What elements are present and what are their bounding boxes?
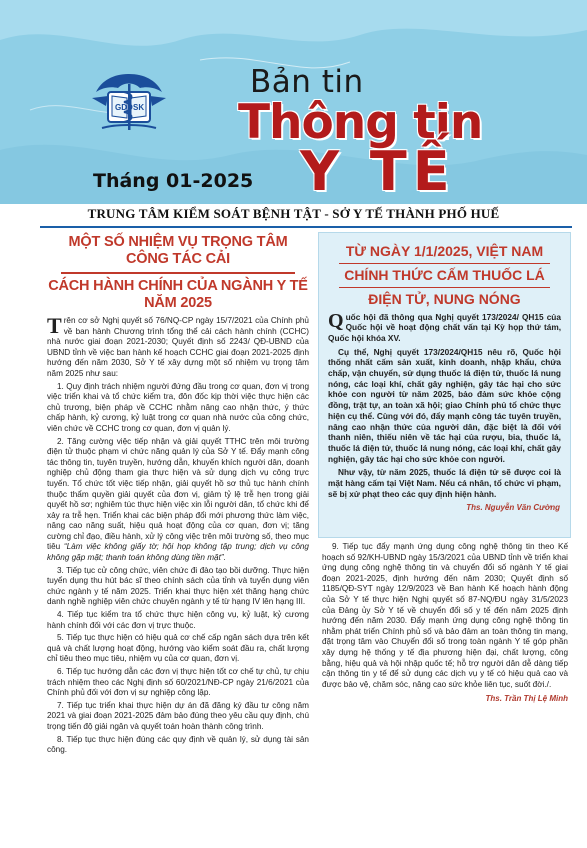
- title-divider: [339, 287, 550, 289]
- paragraph: Như vậy, từ năm 2025, thuốc lá điện tử sẽ được coi là mặt hàng cấm tại Việt Nam. Nếu cá nhân, tổ chức vi phạm, sẽ bị xử phạt theo các quy định hiện hành.: [328, 467, 561, 499]
- italic-quote: “Làm việc không giấy tờ; hội họp không tập trung; dịch vụ công không gặp mặt; thanh toán không dùng tiền mặt”.: [47, 542, 309, 563]
- article-right-title-line1: TỪ NGÀY 1/1/2025, VIỆT NAM: [345, 243, 544, 259]
- paragraph: [47, 437, 309, 564]
- article-right-body: [328, 309, 561, 500]
- drop-cap: Q: [328, 309, 344, 332]
- article-left: [47, 234, 309, 758]
- paragraph: 1. Quy định trách nhiệm người đứng đầu trong cơ quan, đơn vị trong việc triển khai và tổ chức kiểm tra, đôn đốc kịp thời việc thực hiện các chủ trương, biện pháp về CCHC nhằm nâng cao nhận thức, ý thức chấp hành, kỷ cương, kỷ luật trong cơ quan nhà nước của công chức, viên chức về CCHC trong cơ quan, đơn vị quản lý.: [47, 381, 309, 433]
- paragraph: 8. Tiếp tục thực hiện đúng các quy định về quản lý, sử dụng tài sản công.: [47, 734, 309, 755]
- article-left-title: [47, 234, 309, 312]
- title-divider: [61, 272, 295, 274]
- paragraph-text: rên cơ sở Nghị quyết số 76/NQ-CP ngày 15/7/2021 của Chính phủ về ban hành Chương trình tổng thể cải cách hành chính (CCHC) nhà nước giai đoạn 2021-2030; Quyết định số 2243/ QĐ-UBND của UBND tỉnh về việc ban hành kế hoạch CCHC giai đoạn 2021-2025 định hướng đến năm 2030, Sở Y tế xây dựng một số nhiệm vụ trọng tâm năm 2025 như sau:: [47, 316, 309, 378]
- paragraph: 7. Tiếp tục triển khai thực hiện dự án đã đăng ký đầu tư công năm 2021 và giai đoạn 2021-2025 đảm bảo đúng theo yêu cầu quy định, chú trọng tiến độ giải ngân và quyết toán hoàn thành công trình.: [47, 700, 309, 731]
- article-right-title: [327, 243, 562, 308]
- paragraph: 4. Tiếp tục kiểm tra tổ chức thực hiện công vụ, kỷ luật, kỷ cương hành chính đối với các đơn vị trực thuộc.: [47, 610, 309, 630]
- author-signature: Ths. Nguyễn Văn Cường: [466, 503, 560, 513]
- svg-text:GD: GD: [115, 103, 127, 112]
- paragraph: 5. Tiếp tục thực hiện có hiệu quả cơ chế cấp ngân sách dựa trên kết quả và chất lượng hoạt động, hướng vào kiểm soát đầu ra, chất lượng chỉ tiêu theo mục tiêu, nhiệm vụ của cơ quan, đơn vị.: [47, 633, 309, 664]
- issue-month: Tháng 01-2025: [93, 170, 254, 192]
- paragraph: 9. Tiếp tục đẩy mạnh ứng dụng công nghệ thông tin theo Kế hoạch số 92/KH-UBND ngày 15/3/2021 của UBND tỉnh về triển khai ứng dụng công nghệ thông tin và chuyển đổi số ngành Y tế giai đoạn 2021-2025, định hướng đến năm 2030; Quyết định số 1185/QĐ-SYT ngày 12/9/2023 về Ban hành Kế hoạch hành động của Sở Y tế thực hiện Nghị quyết số 87-NQ/ĐU ngày 31/5/2023 của Đảng ủy Sở Y tế về chuyển đổi số y tế đến năm 2025 định hướng đến năm 2030. Đẩy mạnh ứng dụng công nghệ thông tin nhằm phát triển Chính phủ số và bảo đảm an toàn thông tin mạng, đặt trọng tâm vào Chuyển đổi số trong toàn ngành Y tế góp phần xây dựng hệ thống y tế địa phương hiện đại, chất lượng, công bằng, hiệu quả và hội nhập quốc tế; hỗ trợ người dân dễ dàng tiếp cận thông tin y tế để sử dụng các dịch vụ y tế có hiệu quả cao và được bảo vệ, chăm sóc, nâng cao sức khỏe liên tục, suốt đời./.: [322, 542, 568, 689]
- svg-text:SK: SK: [133, 103, 145, 112]
- medical-logo-icon: [88, 62, 170, 144]
- paragraph: [328, 309, 561, 344]
- paragraph: 3. Tiếp tục cử công chức, viên chức đi đào tạo bồi dưỡng. Thực hiện tuyển dụng thu hút bác sĩ theo chính sách của tỉnh và tuyển dụng viên chức ngành y tế năm 2025. Triển khai thực hiện xét thăng hạng chức danh nghề nghiệp viên chức chuyên ngành y tế từ hạng IV lên hạng III.: [47, 565, 309, 607]
- drop-cap: T: [47, 313, 62, 338]
- newsletter-title: Thông tin: [238, 95, 483, 150]
- article-right-title-line2: CHÍNH THỨC CẤM THUỐC LÁ: [344, 267, 545, 283]
- article-left-continuation: [322, 542, 568, 705]
- paragraph: 6. Tiếp tục hướng dẫn các đơn vị thực hiện tốt cơ chế tự chủ, tự chịu trách nhiệm theo các Nghị định số 60/2021/NĐ-CP ngày 21/6/2021 của Chính phủ đối với đơn vị sự nghiệp công lập.: [47, 667, 309, 698]
- article-right-box: [318, 232, 571, 538]
- article-left-title-line2: CÁCH HÀNH CHÍNH CỦA NGÀNH Y TẾ NĂM 2025: [48, 278, 308, 311]
- paragraph: Cụ thể, Nghị quyết 173/2024/QH15 nêu rõ, Quốc hội thống nhất cấm sản xuất, kinh doanh, nhập khẩu, chứa chấp, vận chuyển, sử dụng thuốc lá điện tử, thuốc lá nung nóng, các loại khí, chất gây nghiện, gây tác hại cho sức khỏe con người từ năm 2025, bảo đảm sức khỏe cộng đồng, trật tự, an toàn xã hội; giao Chính phủ tổ chức thực hiện cụ thể. Cùng với đó, đẩy mạnh công tác tuyên truyền, nâng cao nhận thức của người dân, đặc biệt là đối với thanh niên, thiếu niên về tác hại của rượu, bia, thuốc lá, thuốc lá điện tử, thuốc lá nung nóng, các loại khí, chất gây nghiện, gây tác hại cho sức khỏe con người.: [328, 346, 561, 464]
- organization-name: TRUNG TÂM KIỂM SOÁT BỆNH TẬT - SỞ Y TẾ THÀNH PHỐ HUẾ: [87, 206, 500, 221]
- newsletter-title-yte: Y TẾ: [300, 140, 456, 203]
- paragraph-text: 2. Tăng cường việc tiếp nhận và giải quyết TTHC trên môi trường điện tử thuộc phạm vi chức năng quản lý của Sở Y tế. Đẩy mạnh công tác thông tin, tuyên truyền, hướng dẫn, khuyến khích người dân, doanh nghiệp chủ động tham gia thực hiện và sử dụng dịch vụ công trực tuyến. Tổ chức tốt việc tiếp nhận, giải quyết hồ sơ thủ tục hành chính thuộc thẩm quyền giải quyết của đơn vị, giảm tỷ lệ trễ hẹn trong giải quyết hồ sơ; nghiêm túc thực hiện việc xin lỗi người dân, tổ chức khi để xảy ra trễ hẹn. Triển khai các biện pháp đổi mới phương thức làm việc, nâng cao năng suất, hiệu quả hoạt động của cơ quan, đơn vị; tăng cường chỉ đạo, điều hành, xử lý công việc trên môi trường số, theo mục tiêu: [47, 436, 309, 552]
- article-left-body: [47, 313, 309, 756]
- masthead: [0, 0, 587, 204]
- title-divider: [339, 263, 550, 265]
- author-signature: Ths. Trần Thị Lệ Minh: [485, 694, 568, 704]
- article-left-title-line1: MỘT SỐ NHIỆM VỤ TRỌNG TÂM CÔNG TÁC CẢI: [68, 234, 288, 267]
- article-right-title-line3: ĐIỆN TỬ, NUNG NÓNG: [368, 291, 521, 307]
- paragraph: [47, 313, 309, 380]
- header-divider: [40, 226, 572, 228]
- paragraph-text: uốc hội đã thông qua Nghị quyết 173/2024/ QH15 của Quốc hội về hoạt động chất vấn tại Kỳ họp thứ tám, Quốc hội khóa XV.: [328, 311, 561, 343]
- newsletter-label: Bản tin: [250, 64, 364, 100]
